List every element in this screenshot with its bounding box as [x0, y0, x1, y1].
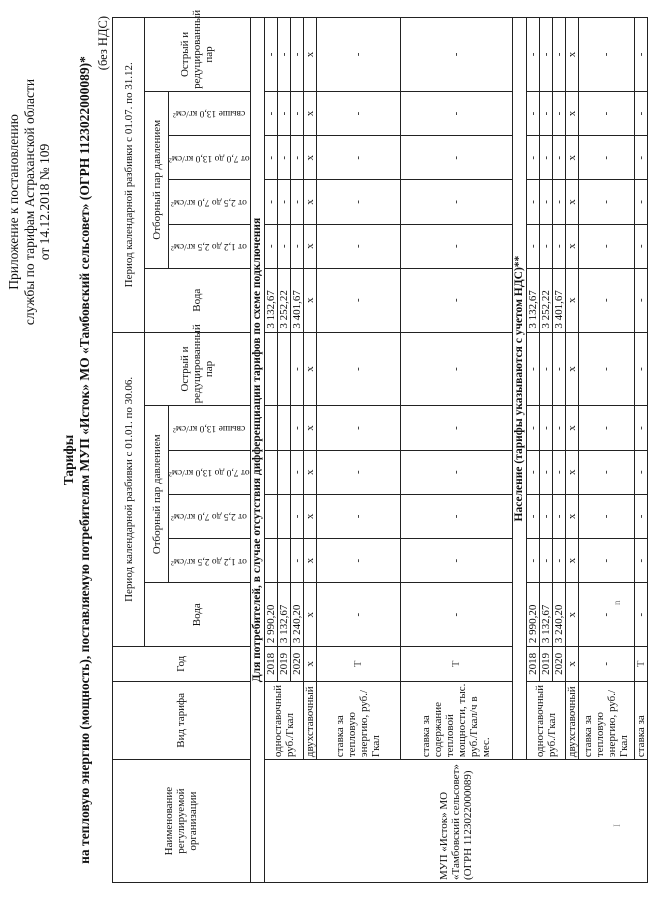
table-cell: х — [303, 494, 316, 538]
table-cell: - — [578, 450, 634, 494]
annex-block — [6, 22, 53, 382]
table-cell: - — [578, 406, 634, 450]
table-cell — [264, 539, 277, 583]
table-cell — [277, 332, 290, 406]
year-cell: 2018 — [526, 647, 539, 681]
table-cell: - — [526, 406, 539, 450]
table-cell: х — [565, 647, 578, 681]
table-cell: - — [634, 332, 647, 406]
table-cell: - — [400, 91, 512, 135]
header-water-2: Вода — [145, 268, 251, 332]
year-cell: 2018 — [264, 647, 277, 681]
table-cell: - — [290, 332, 303, 406]
header-p2-a: от 2,5 до 7,0 кг/см² — [171, 511, 248, 522]
org-name: МУП «Исток» МО «Тамбовский сельсовет» (ОГРН 1123022000089) — [437, 764, 474, 880]
section-population: Население (тарифы указываются с учетом НДС)** — [512, 18, 526, 760]
table-cell: Т — [316, 647, 400, 681]
tariff-rate-short: ставка за — [634, 681, 647, 760]
table-cell: х — [565, 18, 578, 92]
table-cell: - — [578, 18, 634, 92]
table-cell: х — [303, 180, 316, 224]
table-cell: - — [539, 332, 552, 406]
table-cell: - — [277, 224, 290, 268]
table-cell: - — [634, 91, 647, 135]
table-cell: - — [552, 18, 565, 92]
table-cell: - — [277, 18, 290, 92]
header-p1-b: от 1,2 до 2,5 кг/см² — [171, 241, 248, 252]
value-cell: 3 401,67 — [290, 268, 303, 332]
table-cell: - — [634, 224, 647, 268]
table-cell: - — [316, 539, 400, 583]
table-cell: - — [264, 18, 277, 92]
header-water-1: Вода — [145, 583, 251, 647]
table-cell: х — [303, 136, 316, 180]
table-cell: - — [526, 539, 539, 583]
table-cell: - — [316, 450, 400, 494]
document-title — [61, 55, 93, 865]
table-cell: - — [316, 136, 400, 180]
tariff-one-part-pop: одноставочный руб./Гкал — [526, 681, 565, 760]
table-cell: - — [539, 450, 552, 494]
value-cell: 3 240,20 — [552, 583, 565, 647]
table-cell: - — [552, 494, 565, 538]
table-cell: х — [565, 539, 578, 583]
table-cell: - — [277, 180, 290, 224]
tariff-table — [112, 9, 648, 883]
table-cell: х — [565, 494, 578, 538]
table-cell: - — [400, 268, 512, 332]
table-cell: х — [565, 268, 578, 332]
table-cell: - — [316, 224, 400, 268]
vat-note: (без НДС) — [96, 16, 110, 71]
table-cell: - — [264, 180, 277, 224]
header-period-1: Период календарной разбивки с 01.01. по 30.06. — [113, 332, 145, 646]
table-cell: - — [552, 539, 565, 583]
table-cell: х — [565, 91, 578, 135]
value-cell: 3 252,22 — [277, 268, 290, 332]
table-cell: - — [634, 583, 647, 647]
table-cell: х — [565, 332, 578, 406]
table-cell: - — [277, 91, 290, 135]
year-cell: 2020 — [552, 647, 565, 681]
table-cell: - — [316, 18, 400, 92]
table-cell: - — [264, 91, 277, 135]
table-cell: - — [316, 494, 400, 538]
table-cell: Т — [634, 647, 647, 681]
table-cell: - — [552, 406, 565, 450]
table-cell: - — [264, 136, 277, 180]
table-cell: - — [552, 91, 565, 135]
tariff-two-part-pop: двухставочный — [565, 681, 578, 760]
table-cell — [277, 494, 290, 538]
table-cell: - — [634, 136, 647, 180]
table-cell — [264, 332, 277, 406]
table-cell: - — [290, 539, 303, 583]
header-p4-b: свыше 13,0 кг/см² — [173, 108, 246, 119]
table-cell: х — [303, 18, 316, 92]
table-cell: х — [565, 180, 578, 224]
annex-line-1: Приложение к постановлению — [6, 114, 21, 290]
table-cell: - — [316, 406, 400, 450]
value-cell: 3 132,67 — [526, 268, 539, 332]
header-tariff-type: Вид тарифа — [113, 681, 251, 760]
table-cell: - — [290, 136, 303, 180]
table-cell: - — [400, 406, 512, 450]
table-cell: - — [526, 450, 539, 494]
table-cell: - — [634, 180, 647, 224]
header-sharp-steam-2: Острый и редуцированный пар — [145, 18, 251, 92]
table-cell: - — [400, 539, 512, 583]
table-cell: - — [578, 268, 634, 332]
header-org: Наименование регулируемой организации — [113, 760, 251, 883]
table-cell: - — [290, 18, 303, 92]
table-cell: - — [578, 91, 634, 135]
table-cell: - — [400, 136, 512, 180]
table-cell: - — [316, 332, 400, 406]
table-cell: - — [400, 583, 512, 647]
table-cell: - — [552, 450, 565, 494]
table-cell — [277, 450, 290, 494]
value-cell: 3 252,22 — [539, 268, 552, 332]
table-cell: - — [578, 647, 634, 681]
table-cell: х — [565, 224, 578, 268]
table-cell: х — [565, 450, 578, 494]
table-cell — [264, 450, 277, 494]
table-cell: - — [539, 18, 552, 92]
table-cell: - — [552, 224, 565, 268]
header-p3-b: от 7,0 до 13,0 кг/см² — [169, 152, 250, 163]
table-cell: - — [400, 224, 512, 268]
table-cell: - — [526, 91, 539, 135]
table-cell: - — [290, 494, 303, 538]
table-cell: - — [578, 224, 634, 268]
table-cell: - — [552, 180, 565, 224]
table-cell: - — [400, 494, 512, 538]
header-p1-a: от 1,2 до 2,5 кг/см² — [171, 555, 248, 566]
table-cell: - — [526, 332, 539, 406]
table-cell: - — [264, 224, 277, 268]
table-cell: - — [290, 450, 303, 494]
table-cell: - — [634, 268, 647, 332]
header-steam-2: Отборный пар давлением — [145, 91, 169, 268]
table-cell: - — [634, 494, 647, 538]
tariff-energy-rate: ставка за тепловую энергию, руб./Гкал — [316, 681, 400, 760]
table-cell: х — [565, 583, 578, 647]
table-cell: - — [526, 18, 539, 92]
tariff-one-part: одноставочный руб./Гкал — [264, 681, 303, 760]
header-p4-a: свыше 13,0 кг/см² — [173, 422, 246, 433]
table-cell: - — [539, 136, 552, 180]
tariff-capacity-rate: ставка за содержание тепловой мощности, тыс. руб./Гкал/ч в мес. — [400, 681, 512, 760]
table-cell: - — [578, 583, 634, 647]
table-cell: - — [634, 539, 647, 583]
year-cell: 2020 — [290, 647, 303, 681]
table-cell — [277, 539, 290, 583]
table-cell: - — [290, 180, 303, 224]
table-cell: х — [303, 332, 316, 406]
table-cell: х — [303, 268, 316, 332]
header-period-2: Период календарной разбивки с 01.07. по 31.12. — [113, 18, 145, 333]
table-cell: - — [552, 332, 565, 406]
table-cell: х — [303, 539, 316, 583]
table-cell: - — [526, 494, 539, 538]
table-cell: - — [316, 180, 400, 224]
table-cell: х — [303, 406, 316, 450]
table-cell: - — [578, 136, 634, 180]
table-cell: - — [316, 268, 400, 332]
table-cell: - — [539, 406, 552, 450]
scan-mark: I — [612, 824, 622, 827]
value-cell: 2 990,20 — [264, 583, 277, 647]
table-cell: - — [539, 91, 552, 135]
header-sharp-steam-1: Острый и редуцированный пар — [145, 332, 251, 406]
table-cell: - — [578, 332, 634, 406]
header-p3-a: от 7,0 до 13,0 кг/см² — [169, 467, 250, 478]
table-cell: х — [565, 136, 578, 180]
table-cell: - — [526, 224, 539, 268]
header-steam-1: Отборный пар давлением — [145, 406, 169, 583]
table-cell: - — [526, 136, 539, 180]
value-cell: 2 990,20 — [526, 583, 539, 647]
table-cell: - — [290, 91, 303, 135]
table-cell: х — [303, 91, 316, 135]
table-cell: - — [400, 450, 512, 494]
table-cell: х — [303, 450, 316, 494]
table-cell: - — [526, 180, 539, 224]
table-cell: Т — [400, 647, 512, 681]
table-cell: х — [303, 647, 316, 681]
title-heading: Тарифы — [61, 434, 76, 486]
table-cell: - — [578, 494, 634, 538]
table-cell — [277, 406, 290, 450]
year-cell: 2019 — [277, 647, 290, 681]
table-cell — [264, 494, 277, 538]
table-cell: - — [634, 450, 647, 494]
table-cell: - — [400, 18, 512, 92]
value-cell: 3 132,67 — [539, 583, 552, 647]
tariff-table-wrap — [112, 9, 648, 883]
table-cell: - — [539, 494, 552, 538]
table-cell: - — [316, 91, 400, 135]
table-cell: - — [277, 136, 290, 180]
annex-line-2: службы по тарифам Астраханской области — [21, 78, 37, 326]
table-cell: - — [316, 583, 400, 647]
table-cell: х — [303, 224, 316, 268]
annex-line-3: от 14.12.2018 № 109 — [37, 143, 52, 261]
header-p2-b: от 2,5 до 7,0 кг/см² — [171, 196, 248, 207]
table-cell: - — [634, 406, 647, 450]
table-cell: - — [539, 224, 552, 268]
table-cell — [264, 406, 277, 450]
table-cell: - — [578, 180, 634, 224]
table-cell: - — [290, 224, 303, 268]
value-cell: 3 132,67 — [264, 268, 277, 332]
year-cell: 2019 — [539, 647, 552, 681]
title-subheading: на тепловую энергию (мощность), поставляемую потребителям МУП «Исток» МО «Тамбовский сельсовет» (ОГРН 1123022000089)* — [77, 56, 92, 864]
tariff-energy-rate-pop: ставка за тепловую энергию, руб./Гкал — [578, 681, 634, 760]
section-consumers: Для потребителей, в случае отсутствия дифференциации тарифов по схеме подключения — [250, 18, 264, 883]
table-cell: - — [290, 406, 303, 450]
table-cell: - — [539, 180, 552, 224]
table-cell: - — [578, 539, 634, 583]
value-cell: 3 132,67 — [277, 583, 290, 647]
scan-mark-2: n — [612, 600, 622, 605]
table-cell: х — [565, 406, 578, 450]
value-cell: 3 401,67 — [552, 268, 565, 332]
table-cell: - — [634, 18, 647, 92]
table-cell: - — [400, 332, 512, 406]
org-name-cell — [264, 760, 647, 883]
tariff-two-part: двухставочный — [303, 681, 316, 760]
table-cell: х — [303, 583, 316, 647]
table-cell: - — [400, 180, 512, 224]
value-cell: 3 240,20 — [290, 583, 303, 647]
header-year: Год — [113, 647, 251, 681]
table-cell: - — [539, 539, 552, 583]
table-cell: - — [552, 136, 565, 180]
